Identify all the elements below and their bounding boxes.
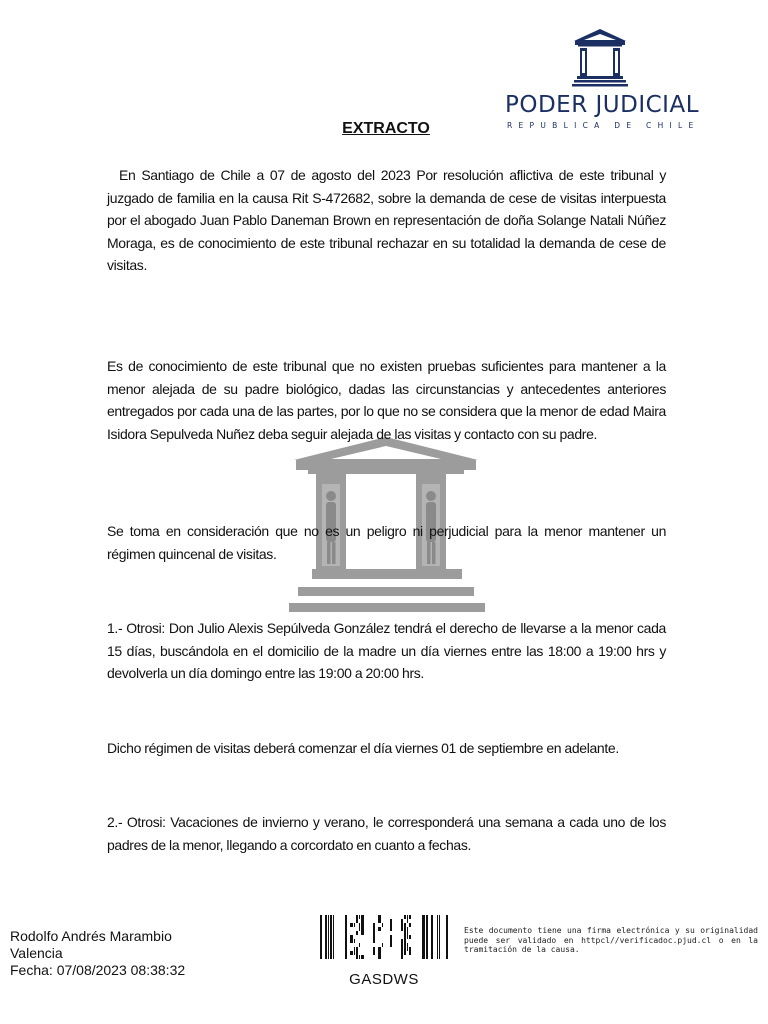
paragraph-4: 1.- Otrosi: Don Julio Alexis Sepúlveda González tendrá el derecho de llevarse a la menor cada 15 días, buscándola en el domicilio de la madre un día viernes entre las 18:00 a 19:00 hrs y devolverla un día domingo entre las 19:00 a 20:00 hrs. bbox=[107, 620, 666, 681]
verification-code: GASDWS bbox=[349, 971, 419, 988]
logo-subtitle: REPUBLICA DE CHILE bbox=[507, 121, 700, 130]
paragraph-2: Es de conocimiento de este tribunal que no existen pruebas suficientes para mantener a la menor alejada de su padre biológico, dadas las circunstancias y antecedentes anteriores entregados por cada una de las partes, por lo que no se considera que la menor de edad Maira Isidora Sepulveda Nuñez deba seguir alejada de las visitas y contacto con su padre. bbox=[107, 358, 666, 442]
courthouse-icon bbox=[572, 26, 628, 88]
paragraph-1: En Santiago de Chile a 07 de agosto del 2023 Por resolución aflictiva de este tribunal y juzgado de familia en la causa Rit S-472682, sobre la demanda de cese de visitas interpuesta por el abogado Juan Pablo Daneman Brown en representación de doña Solange Natali Núñez Moraga, es de conocimiento de este tribunal rechazar en su totalidad la demanda de cese de visitas. bbox=[107, 167, 666, 273]
verification-note: Este documento tiene una firma electrónica y su originalidad puede ser validado en httpcl//verificadoc.pjud.cl o en la tramitación de la causa. bbox=[464, 926, 758, 954]
document-title: EXTRACTO bbox=[342, 120, 430, 137]
signature-block bbox=[10, 928, 250, 979]
logo-title: PODER JUDICIAL bbox=[505, 92, 700, 118]
verification-barcode bbox=[320, 915, 448, 959]
paragraph-6: 2.- Otrosi: Vacaciones de invierno y verano, le corresponderá una semana a cada uno de los padres de la menor, llegando a corcordato en cuanto a fechas. bbox=[107, 814, 666, 853]
paragraph-5: Dicho régimen de visitas deberá comenzar el día viernes 01 de septiembre en adelante. bbox=[107, 740, 619, 756]
signer-name-line1: Rodolfo Andrés Marambio bbox=[10, 928, 172, 944]
paragraph-3: Se toma en consideración que no es un peligro ni perjudicial para la menor mantener un régimen quincenal de visitas. bbox=[107, 523, 666, 562]
signed-date: Fecha: 07/08/2023 08:38:32 bbox=[10, 962, 186, 978]
signer-name-line2: Valencia bbox=[10, 945, 63, 961]
